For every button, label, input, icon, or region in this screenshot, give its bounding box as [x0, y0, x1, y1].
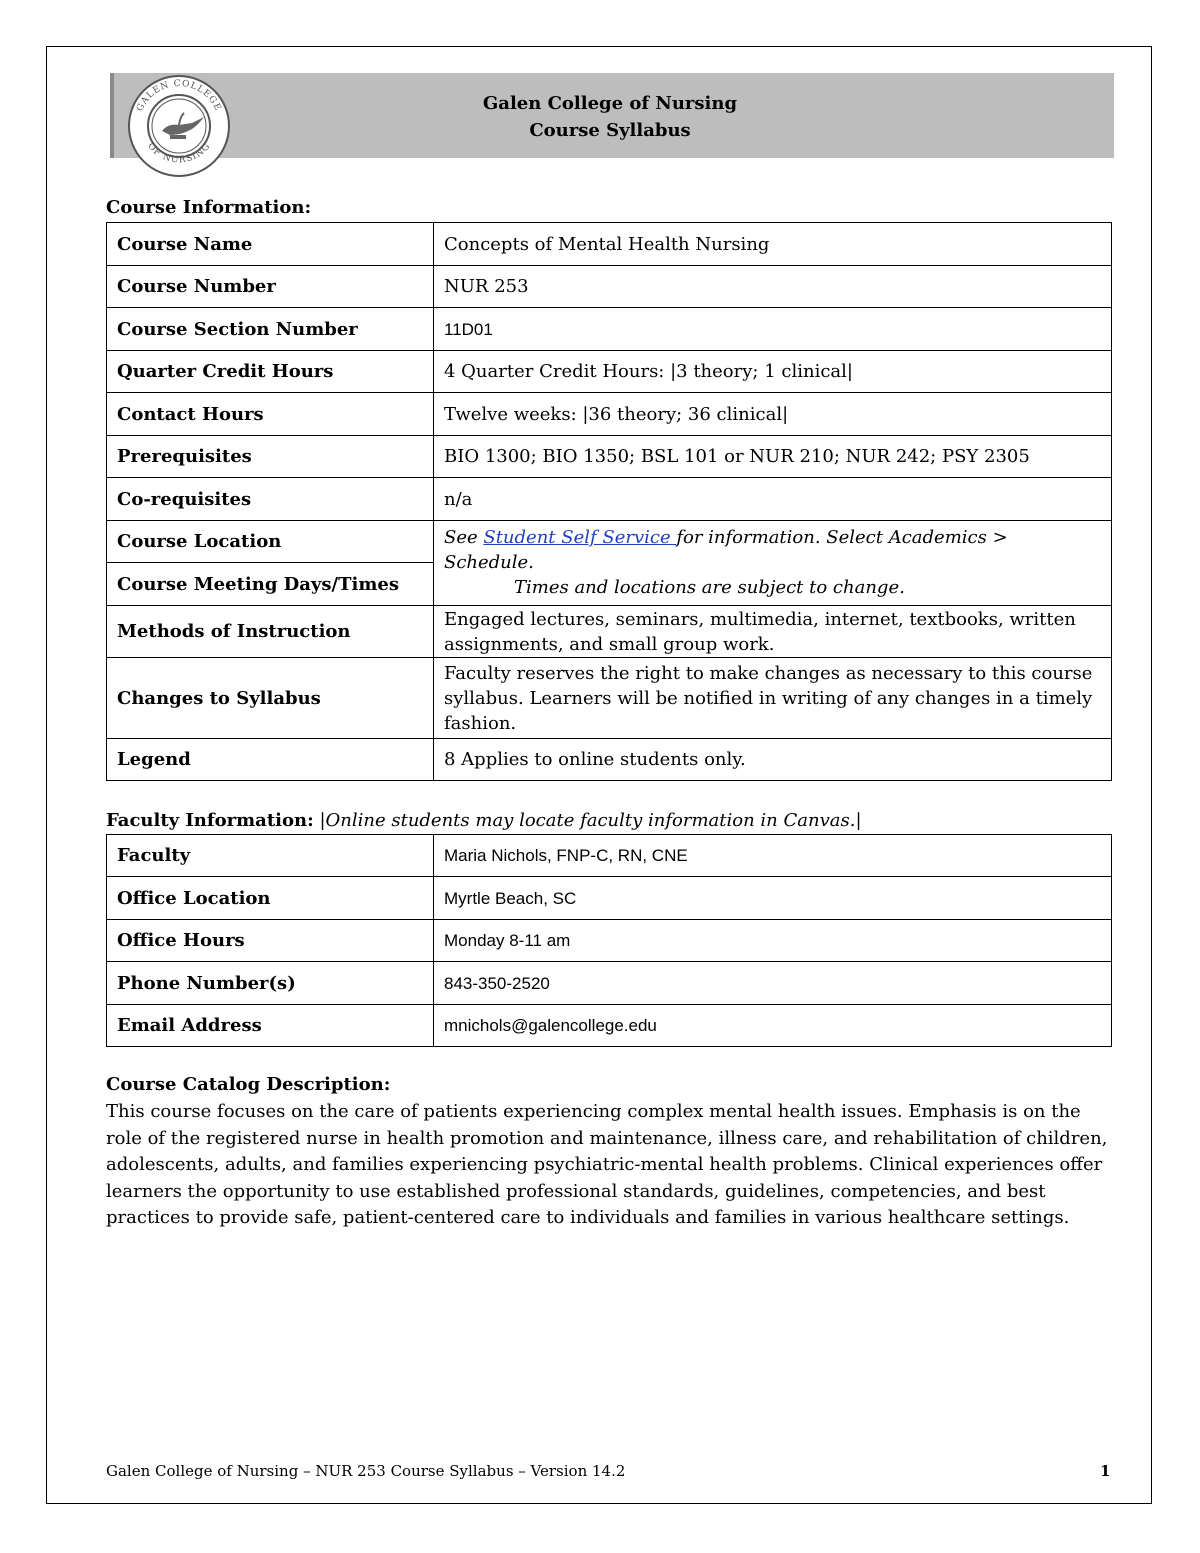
table-row [107, 521, 1112, 563]
value-course-number: NUR 253 [434, 266, 1112, 308]
table-row [107, 739, 1112, 781]
value-location-and-times [434, 521, 1112, 606]
value-course-name: Concepts of Mental Health Nursing [434, 223, 1112, 266]
college-name: Galen College of Nursing [482, 93, 738, 114]
table-row [107, 266, 1112, 308]
svg-text:GALEN COLLEGE: GALEN COLLEGE [135, 78, 223, 114]
value-office-location: Myrtle Beach, SC [434, 877, 1112, 920]
value-section-number: 11D01 [434, 308, 1112, 351]
label-meeting-days-times: Course Meeting Days/Times [107, 563, 434, 606]
value-changes-to-syllabus: Faculty reserves the right to make changes as necessary to this course syllabus. Learners will be notified in writing of any changes in a timely fashion. [434, 658, 1112, 739]
table-row [107, 223, 1112, 266]
faculty-info-heading-text: Faculty Information: [106, 810, 314, 831]
label-course-number: Course Number [107, 266, 434, 308]
label-methods-of-instruction: Methods of Instruction [107, 606, 434, 658]
label-credit-hours: Quarter Credit Hours [107, 351, 434, 393]
svg-text:OF NURSING: OF NURSING [145, 141, 213, 166]
label-legend: Legend [107, 739, 434, 781]
table-row [107, 393, 1112, 436]
value-phone-numbers: 843-350-2520 [434, 962, 1112, 1005]
location-change-note: Times and locations are subject to change. [514, 577, 905, 598]
label-email-address: Email Address [107, 1005, 434, 1047]
label-prerequisites: Prerequisites [107, 436, 434, 478]
document-title: Course Syllabus [529, 120, 691, 141]
label-course-location: Course Location [107, 521, 434, 563]
label-corequisites: Co-requisites [107, 478, 434, 521]
table-row [107, 920, 1112, 962]
value-methods-of-instruction: Engaged lectures, seminars, multimedia, internet, textbooks, written assignments, and small group work. [434, 606, 1112, 658]
catalog-description: This course focuses on the care of patients experiencing complex mental health issues. Emphasis is on the role of the registered nurse in health promotion and maintenance, illness care, and rehabilitation of children, adolescents, adults, and families experiencing psychiatric-mental health problems. Clinical experiences offer learners the opportunity to use established professional standards, guidelines, competencies, and best practices to provide safe, patient-centered care to individuals and families in various healthcare settings. [106, 1101, 1108, 1228]
table-row [107, 308, 1112, 351]
table-row [107, 436, 1112, 478]
value-email-address: mnichols@galencollege.edu [434, 1005, 1112, 1047]
value-contact-hours: Twelve weeks: |36 theory; 36 clinical| [434, 393, 1112, 436]
location-see-text: See [444, 527, 484, 548]
header-title [400, 90, 820, 144]
value-faculty: Maria Nichols, FNP-C, RN, CNE [434, 835, 1112, 877]
student-self-service-link[interactable]: Student Self Service [483, 527, 677, 548]
label-faculty: Faculty [107, 835, 434, 877]
table-row [107, 1005, 1112, 1047]
faculty-info-heading [106, 810, 862, 831]
course-info-heading: Course Information: [106, 197, 312, 218]
label-course-name: Course Name [107, 223, 434, 266]
label-office-location: Office Location [107, 877, 434, 920]
faculty-info-table [106, 834, 1112, 1047]
label-contact-hours: Contact Hours [107, 393, 434, 436]
value-prerequisites: BIO 1300; BIO 1350; BSL 101 or NUR 210; NUR 242; PSY 2305 [434, 436, 1112, 478]
catalog-heading: Course Catalog Description: [106, 1074, 391, 1095]
location-after-link-text: for information. Select Academics > Schedule. [444, 527, 1008, 573]
value-corequisites: n/a [434, 478, 1112, 521]
footer-text: Galen College of Nursing – NUR 253 Course Syllabus – Version 14.2 [106, 1462, 626, 1480]
header-stripe [110, 73, 114, 158]
value-credit-hours: 4 Quarter Credit Hours: |3 theory; 1 clinical| [434, 351, 1112, 393]
table-row [107, 478, 1112, 521]
page-number: 1 [1100, 1462, 1111, 1480]
college-seal-logo [126, 73, 232, 179]
value-office-hours: Monday 8-11 am [434, 920, 1112, 962]
course-info-table [106, 222, 1112, 781]
table-row [107, 877, 1112, 920]
table-row [107, 658, 1112, 739]
faculty-info-note: |Online students may locate faculty information in Canvas.| [313, 810, 862, 831]
table-row [107, 962, 1112, 1005]
label-office-hours: Office Hours [107, 920, 434, 962]
table-row [107, 606, 1112, 658]
value-legend: 8 Applies to online students only. [434, 739, 1112, 781]
table-row [107, 351, 1112, 393]
table-row [107, 835, 1112, 877]
label-section-number: Course Section Number [107, 308, 434, 351]
label-phone-numbers: Phone Number(s) [107, 962, 434, 1005]
label-changes-to-syllabus: Changes to Syllabus [107, 658, 434, 739]
